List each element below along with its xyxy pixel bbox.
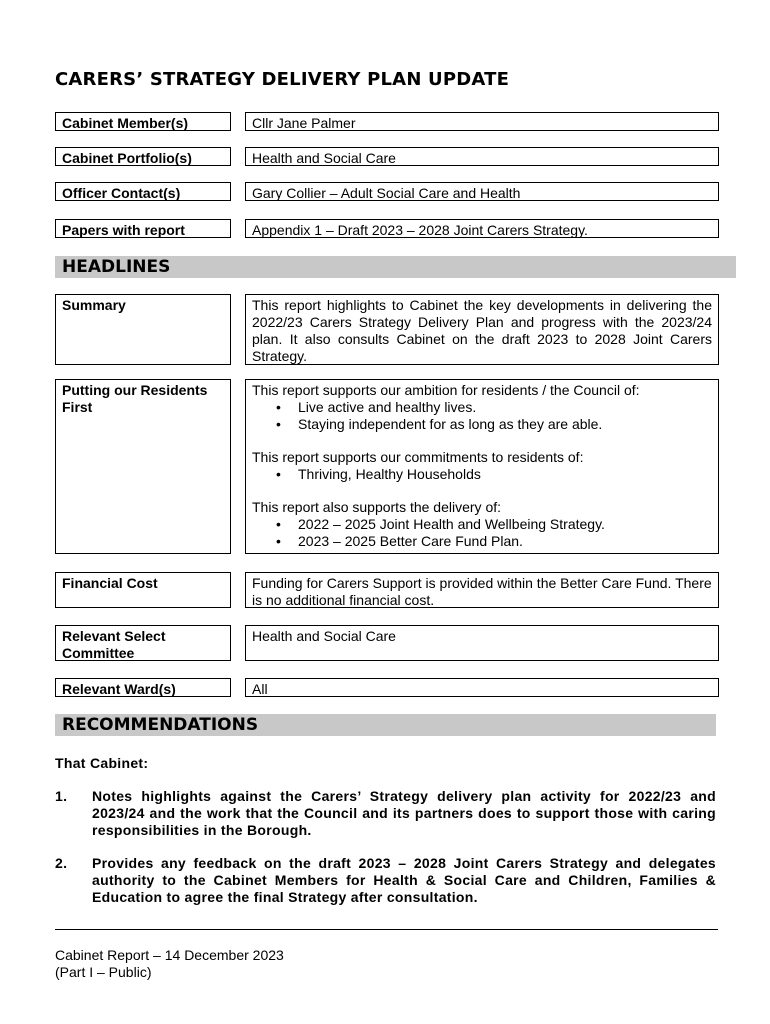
cabinet-portfolio-label: Cabinet Portfolio(s) [55,147,231,166]
committee-label: Relevant Select Committee [55,625,231,661]
commitments-intro: This report supports our commitments to residents of: [252,449,584,465]
residents-content [245,379,719,554]
summary-label: Summary [55,294,231,365]
cabinet-portfolio-value: Health and Social Care [245,147,719,166]
summary-text: This report highlights to Cabinet the key developments in delivering the 2022/23 Carers Strategy Delivery Plan and progress with the 2023/24 plan. It also consults Cabinet on the draft 2023 to 2028 Joint Carers Strategy. [245,294,719,365]
list-item: • Staying independent for as long as they are able. [276,416,712,433]
recommendation-number: 2. [55,855,68,871]
recommendation-number: 1. [55,788,68,804]
commitments-list [252,466,712,483]
officer-contact-label: Officer Contact(s) [55,182,231,201]
recommendations-intro: That Cabinet: [55,755,149,771]
cabinet-member-label: Cabinet Member(s) [55,112,231,131]
financial-label: Financial Cost [55,572,231,608]
wards-label: Relevant Ward(s) [55,678,231,697]
papers-value: Appendix 1 – Draft 2023 – 2028 Joint Carers Strategy. [245,219,719,238]
residents-label: Putting our Residents First [55,379,231,554]
list-item: • 2023 – 2025 Better Care Fund Plan. [276,533,712,550]
delivery-intro: This report also supports the delivery of: [252,499,502,515]
page-title: CARERS’ STRATEGY DELIVERY PLAN UPDATE [55,69,510,90]
residents-intro: This report supports our ambition for residents / the Council of: [252,382,640,398]
footer-divider [55,929,718,930]
recommendation-text: Notes highlights against the Carers’ Strategy delivery plan activity for 2022/23 and 2023/24 and the work that the Council and its partners does to support those with caring responsibilities in the Borough. [92,788,716,838]
delivery-list [252,516,712,550]
footer-report-date: Cabinet Report – 14 December 2023 [55,947,284,963]
committee-value: Health and Social Care [245,625,719,661]
wards-value: All [245,678,719,697]
financial-text: Funding for Carers Support is provided within the Better Care Fund. There is no additional financial cost. [245,572,719,608]
footer-part: (Part I – Public) [55,964,152,980]
headlines-heading: HEADLINES [55,256,736,278]
residents-list [252,399,712,433]
list-item: • Live active and healthy lives. [276,399,712,416]
recommendation-text: Provides any feedback on the draft 2023 – 2028 Joint Carers Strategy and delegates authority to the Cabinet Members for Health & Social Care and Children, Families & Education to agree the final Strategy after consultation. [92,855,716,905]
papers-label: Papers with report [55,219,231,238]
list-item: • 2022 – 2025 Joint Health and Wellbeing Strategy. [276,516,712,533]
cabinet-member-value: Cllr Jane Palmer [245,112,719,131]
recommendations-heading: RECOMMENDATIONS [55,714,716,736]
list-item: • Thriving, Healthy Households [276,466,712,483]
officer-contact-value: Gary Collier – Adult Social Care and Health [245,182,719,201]
footer [55,947,284,981]
